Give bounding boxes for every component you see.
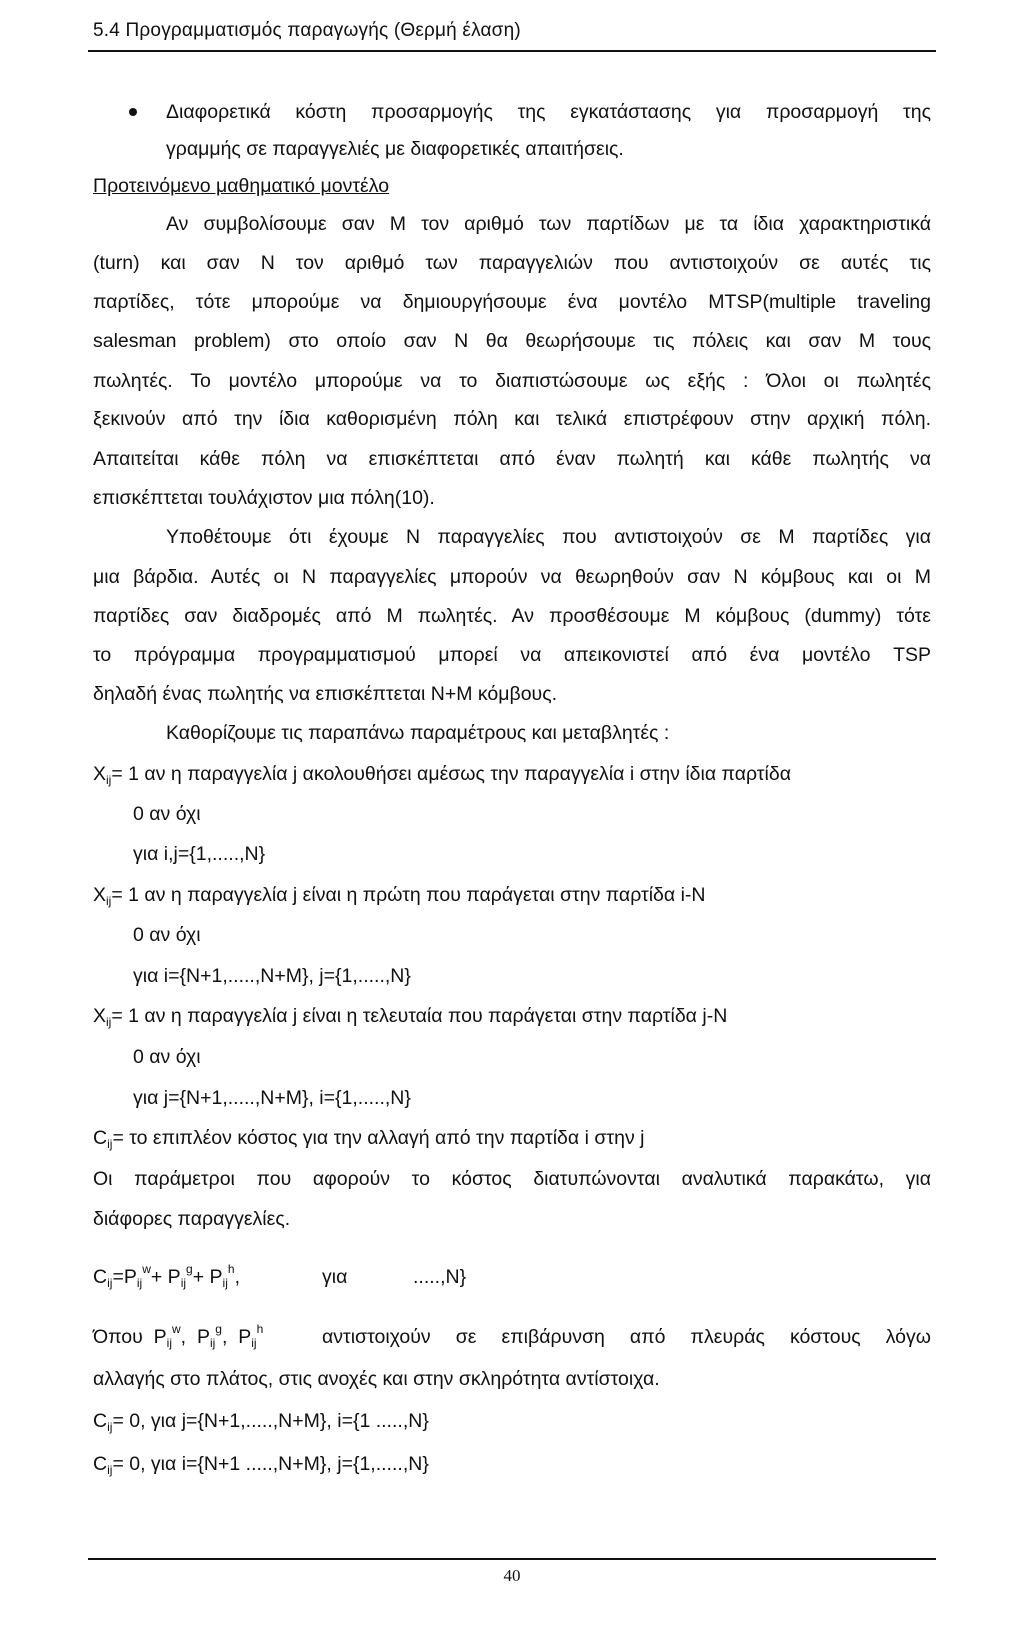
where-line-2: αλλαγής στο πλάτος, στις ανοχές και στην σκληρότητα αντίστοιχα. [93, 1368, 660, 1390]
bullet-icon [129, 108, 137, 116]
section-heading: Προτεινόμενο μαθηματικό μοντέλο [93, 175, 390, 197]
definition-2-text: = 1 αν η παραγγελία j είναι η πρώτη που παράγεται στην παρτίδα i-N [111, 884, 706, 906]
cost-symbol: C [93, 1127, 108, 1149]
paragraph-2-line-1: Υποθέτουμε ότι έχουμε Ν παραγγελίες που αντιστοιχούν σε Μ παρτίδες για [166, 526, 931, 548]
bullet-text-line-1: Διαφορετικά κόστη προσαρμογής της εγκατάστασης για προσαρμογή της [166, 101, 931, 123]
variable-subscript: ij [106, 1015, 112, 1029]
paragraph-1-line-8: επισκέπτεται τουλάχιστον μια πόλη(10). [93, 487, 435, 509]
definition-3-else: 0 αν όχι [133, 1046, 201, 1068]
running-header: 5.4 Προγραμματισμός παραγωγής (Θερμή έλαση) [93, 20, 521, 41]
cost-definition [93, 1129, 644, 1149]
where-line: Όπου $P_{ij}^w$, $P_{ij}^g$, $P_{ij}^h$ [93, 1322, 264, 1350]
variable-symbol: X [93, 884, 107, 906]
paragraph-2-line-4: το πρόγραμμα προγραμματισμού μπορεί να απεικονιστεί από ένα μοντέλο TSP [93, 644, 931, 666]
paragraph-3-line-2: διάφορες παραγγελίες. [93, 1208, 291, 1230]
page-number: 40 [503, 1566, 521, 1585]
definition-3 [93, 1007, 727, 1027]
header-rule [88, 50, 936, 52]
cost-subscript: ij [107, 1137, 113, 1151]
paragraph-1-line-1: Αν συμβολίσουμε σαν Μ τον αριθμό των παρτίδων με τα ίδια χαρακτηριστικά [166, 213, 931, 235]
paragraph-1-line-3: παρτίδες, τότε μπορούμε να δημιουργήσουμε ένα μοντέλο MTSP(multiple traveling [93, 291, 931, 313]
parameters-intro: Καθορίζουμε τις παραπάνω παραμέτρους και μεταβλητές : [166, 722, 670, 744]
paragraph-2-line-2: μια βάρδια. Αυτές οι Ν παραγγελίες μπορούν να θεωρηθούν σαν Ν κόμβους και οι Μ [93, 566, 931, 588]
definition-3-range: για j={N+1,.....,N+M}, i={1,.....,N} [133, 1087, 411, 1109]
definition-2-range: για i={N+1,.....,N+M}, j={1,.....,N} [133, 965, 411, 987]
paragraph-1-line-2: (turn) και σαν Ν τον αριθμό των παραγγελιών που αντιστοιχούν σε αυτές τις [93, 252, 931, 274]
bullet-text-line-2: γραμμής σε παραγγελιές με διαφορετικές απαιτήσεις. [166, 138, 624, 160]
cost-definition-text: = το επιπλέον κόστος για την αλλαγή από την παρτίδα i στην j [112, 1127, 645, 1149]
paragraph-2-line-3: παρτίδες σαν διαδρομές από Μ πωλητές. Αν προσθέσουμε Μ κόμβους (dummy) τότε [93, 605, 931, 627]
definition-2 [93, 886, 706, 906]
definition-1 [93, 765, 791, 785]
where-line-rest: αντιστοιχούν σε επιβάρυνση από πλευράς κόστους λόγω [322, 1326, 931, 1348]
definition-1-text: = 1 αν η παραγγελία j ακολουθήσει αμέσως την παραγγελία i στην ίδια παρτίδα [111, 763, 791, 785]
variable-subscript: ij [106, 894, 112, 908]
paragraph-1-line-4: salesman problem) στο οποίο σαν Ν θα θεωρήσουμε τις πόλεις και σαν Μ τους [93, 330, 931, 352]
paragraph-1-line-7: Απαιτείται κάθε πόλη να επισκέπτεται από έναν πωλητή και κάθε πωλητής να [93, 448, 931, 470]
definition-1-range: για i,j={1,.....,N} [133, 843, 266, 865]
variable-subscript: ij [106, 773, 112, 787]
definition-1-else: 0 αν όχι [133, 803, 201, 825]
zero-cost-1: $C_{ij}= 0$, για j={N+1,.....,N+M}, i={1 .....,N} [93, 1410, 429, 1434]
paragraph-1-line-5: πωλητές. Το μοντέλο μπορούμε να το διαπιστώσουμε ως εξής : Όλοι οι πωλητές [93, 370, 931, 392]
paragraph-2-line-5: δηλαδή ένας πωλητής να επισκέπτεται Ν+Μ κόμβους. [93, 683, 558, 705]
cost-formula-for: για [322, 1266, 348, 1288]
variable-symbol: X [93, 1005, 107, 1027]
footer-rule [88, 1558, 936, 1560]
cost-formula-range: .....,N} [413, 1266, 467, 1288]
variable-symbol: X [93, 763, 107, 785]
definition-2-else: 0 αν όχι [133, 924, 201, 946]
definition-3-text: = 1 αν η παραγγελία j είναι η τελευταία που παράγεται στην παρτίδα j-N [111, 1005, 728, 1027]
paragraph-3-line-1: Οι παράμετροι που αφορούν το κόστος διατυπώνονται αναλυτικά παρακάτω, για [93, 1168, 931, 1190]
zero-cost-2: $C_{ij}= 0$, για i={N+1 .....,N+M}, j={1,.....,N} [93, 1453, 429, 1477]
paragraph-1-line-6: ξεκινούν από την ίδια καθορισμένη πόλη και τελικά επιστρέφουν στην αρχική πόλη. [93, 408, 931, 430]
cost-formula: $C_{ij}=P_{ij}^w+ P_{ij}^g+ P_{ij}^h$, [93, 1262, 240, 1290]
